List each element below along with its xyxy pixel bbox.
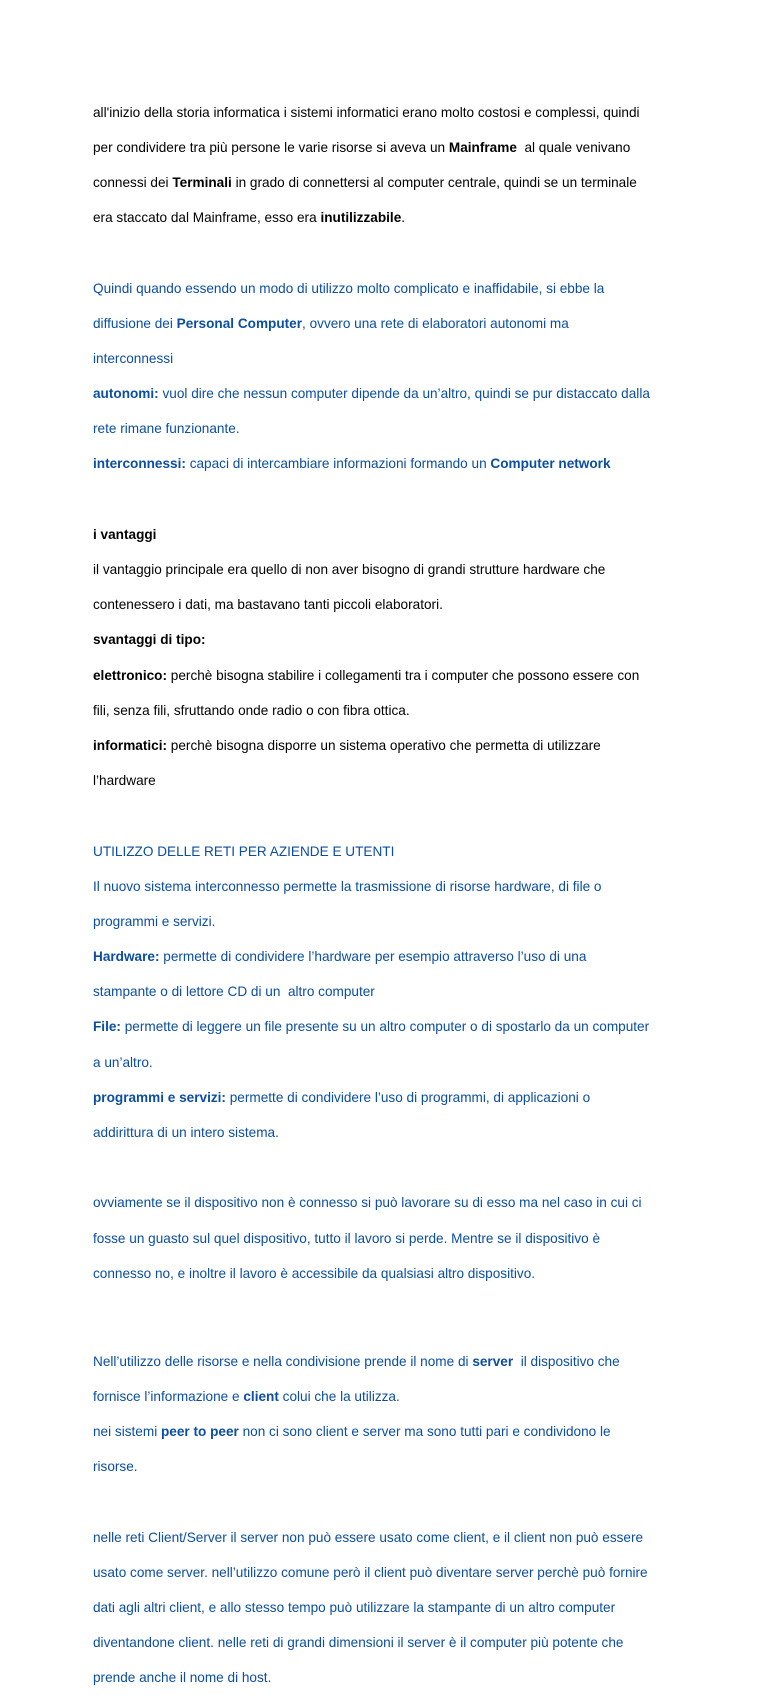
reti-line: programmi e servizi. — [93, 913, 216, 929]
dispositivo-paragraph — [93, 1177, 693, 1300]
reti-line — [93, 948, 693, 966]
paragraph-spacer — [93, 1494, 693, 1512]
vantaggi-line: l’hardware — [93, 773, 156, 789]
reti-line: addirittura di un intero sistema. — [93, 1125, 279, 1141]
server-line — [93, 1388, 693, 1406]
text-run: nei sistemi — [93, 1424, 161, 1440]
text-run: in grado di connettersi al computer centrale, quindi se un terminale — [231, 174, 637, 190]
text-run: . — [401, 210, 406, 226]
vantaggi-line — [93, 737, 693, 755]
clientserver-line: prende anche il nome di host. — [93, 1670, 272, 1686]
text-run: perchè bisogna disporre un sistema operativo che permetta di utilizzare — [167, 737, 601, 753]
text-run: permette di condividere l’uso di programmi, di applicazioni o — [225, 1089, 591, 1105]
paragraph-spacer — [93, 1300, 693, 1335]
clientserver-line: dati agli altri client, e allo stesso tempo può utilizzare la stampante di un altro computer — [93, 1600, 616, 1616]
intro-paragraph — [93, 86, 693, 244]
term-hardware: Hardware: — [93, 949, 160, 965]
intro-line: all'inizio della storia informatica i sistemi informatici erano molto costosi e complessi, quindi — [93, 104, 640, 120]
term-programmi-e-servizi: programmi e servizi: — [93, 1089, 226, 1105]
text-run: fornisce l’informazione e — [93, 1388, 244, 1404]
server-line — [93, 1353, 693, 1371]
pc-line — [93, 315, 693, 333]
term-elettronico: elettronico: — [93, 667, 168, 683]
term-terminali: Terminali — [172, 174, 232, 190]
paragraph-spacer — [93, 807, 693, 825]
text-run: capaci di intercambiare informazioni formando un — [185, 456, 491, 472]
text-run: colui che la utilizza. — [278, 1388, 400, 1404]
intro-line — [93, 139, 693, 157]
text-run: non ci sono client e server ma sono tutti pari e condividono le — [238, 1424, 611, 1440]
term-client: client — [243, 1388, 279, 1404]
svantaggi-heading: svantaggi di tipo: — [93, 632, 206, 648]
vantaggi-line: contenessero i dati, ma bastavano tanti piccoli elaboratori. — [93, 597, 443, 613]
reti-heading: UTILIZZO DELLE RETI PER AZIENDE E UTENTI — [93, 843, 395, 859]
dispositivo-line: ovviamente se il dispositivo non è connesso si può lavorare su di esso ma nel caso in cui ci — [93, 1195, 642, 1211]
reti-paragraph — [93, 825, 693, 1159]
vantaggi-line: il vantaggio principale era quello di non aver bisogno di grandi strutture hardware che — [93, 562, 606, 578]
text-run: al quale venivano — [516, 139, 631, 155]
term-personal-computer: Personal Computer — [176, 315, 303, 331]
clientserver-line: diventandone client. nelle reti di grandi dimensioni il server è il computer più potente che — [93, 1635, 624, 1651]
term-interconnessi: interconnessi: — [93, 456, 186, 472]
reti-line: stampante o di lettore CD di un altro computer — [93, 984, 375, 1000]
pc-paragraph — [93, 262, 693, 491]
term-server: server — [472, 1353, 514, 1369]
vantaggi-line — [93, 667, 693, 685]
term-file: File: — [93, 1019, 121, 1035]
server-paragraph — [93, 1335, 693, 1493]
term-peer-to-peer: peer to peer — [161, 1424, 239, 1440]
intro-line — [93, 174, 693, 192]
reti-line — [93, 1018, 693, 1036]
text-run: Nell’utilizzo delle risorse e nella condivisione prende il nome di — [93, 1353, 473, 1369]
vantaggi-paragraph — [93, 508, 693, 807]
dispositivo-line: connesso no, e inoltre il lavoro è accessibile da qualsiasi altro dispositivo. — [93, 1265, 536, 1281]
text-run: vuol dire che nessun computer dipende da un’altro, quindi se pur distaccato dalla — [158, 386, 650, 402]
text-run: connessi dei — [93, 174, 173, 190]
pc-line: rete rimane funzionante. — [93, 421, 240, 437]
text-run: permette di leggere un file presente su un altro computer o di spostarlo da un computer — [120, 1019, 650, 1035]
reti-line: a un’altro. — [93, 1054, 153, 1070]
text-run: permette di condividere l’hardware per esempio attraverso l’uso di una — [159, 949, 587, 965]
text-run: perchè bisogna stabilire i collegamenti tra i computer che possono essere con — [167, 667, 640, 683]
pc-line — [93, 385, 693, 403]
paragraph-spacer — [93, 1159, 693, 1177]
text-run: era staccato dal Mainframe, esso era — [93, 210, 321, 226]
text-run: per condividere tra più persone le varie risorse si aveva un — [93, 139, 449, 155]
vantaggi-heading: i vantaggi — [93, 526, 157, 542]
term-mainframe: Mainframe — [448, 139, 517, 155]
pc-line: interconnessi — [93, 350, 174, 366]
document-page — [93, 86, 693, 1705]
term-inutilizzabile: inutilizzabile — [320, 210, 402, 226]
vantaggi-line: fili, senza fili, sfruttando onde radio o con fibra ottica. — [93, 702, 410, 718]
server-line — [93, 1423, 693, 1441]
text-run: , ovvero una rete di elaboratori autonomi ma — [302, 315, 569, 331]
text-run: il dispositivo che — [513, 1353, 620, 1369]
reti-line — [93, 1089, 693, 1107]
pc-line: Quindi quando essendo un modo di utilizzo molto complicato e inaffidabile, si ebbe la — [93, 280, 605, 296]
text-run: diffusione dei — [93, 315, 177, 331]
pc-line — [93, 455, 693, 473]
clientserver-paragraph — [93, 1511, 693, 1705]
paragraph-spacer — [93, 244, 693, 262]
paragraph-spacer — [93, 491, 693, 509]
clientserver-line: nelle reti Client/Server il server non può essere usato come client, e il client non può essere — [93, 1529, 644, 1545]
term-informatici: informatici: — [93, 737, 168, 753]
clientserver-line: usato come server. nell’utilizzo comune però il client può diventare server perchè può fornire — [93, 1564, 648, 1580]
term-computer-network: Computer network — [490, 456, 611, 472]
dispositivo-line: fosse un guasto sul quel dispositivo, tutto il lavoro si perde. Mentre se il dispositivo è — [93, 1230, 601, 1246]
intro-line — [93, 209, 693, 227]
reti-line: Il nuovo sistema interconnesso permette la trasmissione di risorse hardware, di file o — [93, 878, 602, 894]
term-autonomi: autonomi: — [93, 386, 159, 402]
server-line: risorse. — [93, 1459, 138, 1475]
